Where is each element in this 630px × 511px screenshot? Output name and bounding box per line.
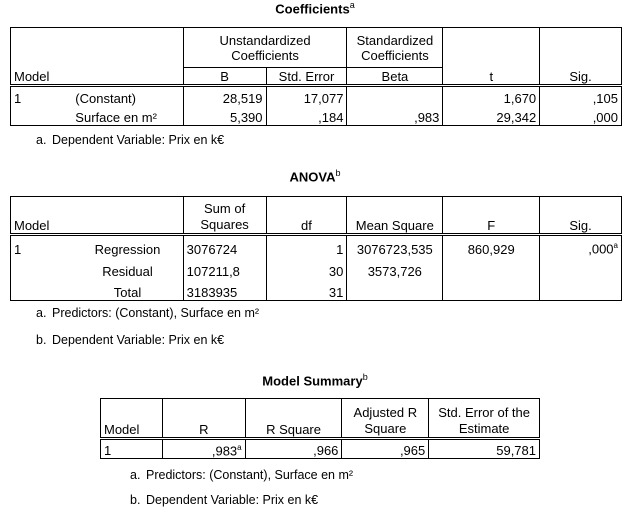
anova-row-f xyxy=(443,257,540,279)
anova-header-ss: Sum of Squares xyxy=(183,197,266,235)
footnote-key: a. xyxy=(36,306,47,320)
coefficients-title-sup: a xyxy=(349,0,355,10)
model-summary-title xyxy=(0,372,630,388)
ms-row-r-value: ,983 xyxy=(211,443,238,458)
table-row xyxy=(101,439,540,459)
coef-header-unstd: Unstandardized Coefficients xyxy=(183,28,347,68)
anova-row-df: 1 xyxy=(266,235,347,257)
anova-table xyxy=(10,196,622,301)
footnote-text: Predictors: (Constant), Surface en m² xyxy=(52,306,260,320)
footnote-text: Predictors: (Constant), Surface en m² xyxy=(146,468,354,482)
coef-row-beta: ,983 xyxy=(347,106,443,126)
anova-footnote xyxy=(36,333,224,347)
anova-row-sig xyxy=(540,279,622,301)
footnote-key: a. xyxy=(36,133,47,147)
anova-row-sig xyxy=(540,257,622,279)
anova-header-model: Model xyxy=(11,197,184,235)
coef-header-b: B xyxy=(183,68,266,86)
table-row xyxy=(11,86,622,106)
model-summary-footnote xyxy=(130,493,318,507)
coef-header-std-error: Std. Error xyxy=(266,68,347,86)
coef-row-std-error: ,184 xyxy=(266,106,347,126)
coef-row-b: 28,519 xyxy=(183,86,266,106)
ms-header-r: R xyxy=(162,399,245,439)
coef-header-t: t xyxy=(443,68,540,86)
anova-row-sig xyxy=(540,235,622,257)
model-summary-footnote xyxy=(130,468,353,482)
anova-header-df: df xyxy=(266,197,347,235)
coef-header-model: Model xyxy=(11,68,184,86)
anova-footnote xyxy=(36,306,259,320)
anova-row-df: 31 xyxy=(266,279,347,301)
table-row xyxy=(11,279,622,301)
footnote-text: Dependent Variable: Prix en k€ xyxy=(52,133,225,147)
coef-row-label: Surface en m² xyxy=(72,106,183,126)
ms-row-r-square: ,966 xyxy=(245,439,342,459)
coef-row-std-error: 17,077 xyxy=(266,86,347,106)
anova-header-sig: Sig. xyxy=(540,197,622,235)
anova-row-label: Regression xyxy=(94,241,161,257)
anova-title-sup: b xyxy=(335,168,341,178)
anova-header-ms: Mean Square xyxy=(347,197,443,235)
anova-row-ss: 107211,8 xyxy=(183,257,266,279)
anova-row-label: Residual xyxy=(102,263,153,279)
model-summary-title-sup: b xyxy=(362,372,368,382)
ms-row-r xyxy=(162,439,245,459)
coef-header-std: Standardized Coefficients xyxy=(347,28,443,68)
coef-row-sig: ,000 xyxy=(540,106,622,126)
coef-row-b: 5,390 xyxy=(183,106,266,126)
coefficients-title xyxy=(0,0,630,16)
footnote-text: Dependent Variable: Prix en k€ xyxy=(146,493,319,507)
anova-title xyxy=(0,168,630,184)
coef-model-number: 1 xyxy=(11,86,73,106)
ms-header-r-square: R Square xyxy=(245,399,342,439)
coef-header-sig: Sig. xyxy=(540,68,622,86)
ms-row-adj-r-square: ,965 xyxy=(342,439,429,459)
model-summary-table xyxy=(100,398,540,459)
coef-row-label: (Constant) xyxy=(75,90,136,106)
coefficients-footnote xyxy=(36,133,224,147)
table-row xyxy=(11,235,622,257)
anova-title-text: ANOVA xyxy=(289,169,336,185)
anova-row-ss: 3076724 xyxy=(183,235,266,257)
anova-row-sig-sup: a xyxy=(613,241,618,251)
table-row xyxy=(11,106,622,126)
coef-row-t: 29,342 xyxy=(443,106,540,126)
footnote-key: a. xyxy=(130,468,141,482)
model-summary-title-text: Model Summary xyxy=(262,373,363,389)
ms-header-std-error: Std. Error of the Estimate xyxy=(429,399,540,439)
anova-row-df: 30 xyxy=(266,257,347,279)
table-row xyxy=(11,257,622,279)
ms-row-std-error: 59,781 xyxy=(429,439,540,459)
anova-row-ms: 3573,726 xyxy=(347,257,443,279)
ms-header-model: Model xyxy=(101,399,163,439)
anova-row-ms: 3076723,535 xyxy=(347,235,443,257)
footnote-key: b. xyxy=(130,493,141,507)
coef-header-beta: Beta xyxy=(347,68,443,86)
footnote-key: b. xyxy=(36,333,47,347)
ms-header-adj-r-square: Adjusted R Square xyxy=(342,399,429,439)
anova-header-f: F xyxy=(443,197,540,235)
anova-model-number: 1 xyxy=(11,235,73,257)
anova-row-label: Total xyxy=(72,279,183,301)
anova-row-ss: 3183935 xyxy=(183,279,266,301)
anova-row-ms xyxy=(347,279,443,301)
coefficients-table xyxy=(10,27,622,126)
coef-row-t: 1,670 xyxy=(443,86,540,106)
coef-row-beta xyxy=(347,86,443,106)
coefficients-title-text: Coefficients xyxy=(275,1,350,17)
ms-row-model: 1 xyxy=(101,439,163,459)
footnote-text: Dependent Variable: Prix en k€ xyxy=(52,333,225,347)
ms-row-r-sup: a xyxy=(237,442,242,452)
anova-row-sig-value: ,000 xyxy=(588,241,614,257)
anova-row-f: 860,929 xyxy=(443,235,540,257)
anova-row-f xyxy=(443,279,540,301)
coef-row-sig: ,105 xyxy=(540,86,622,106)
